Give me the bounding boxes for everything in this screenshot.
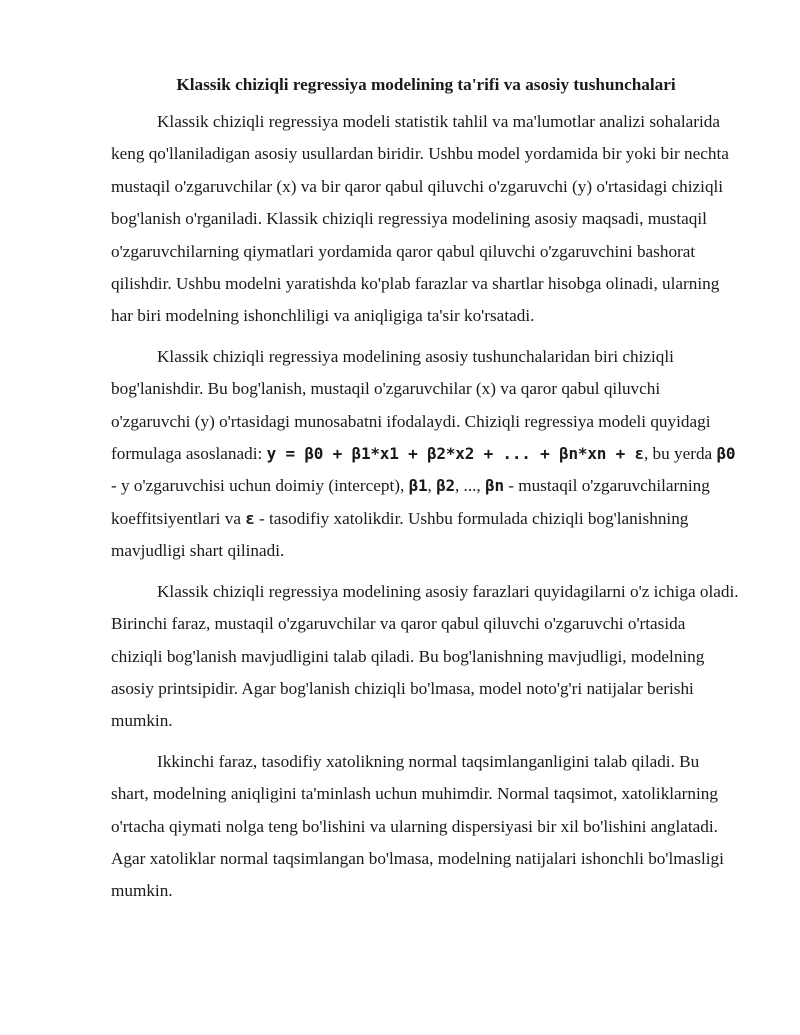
document-title: Klassik chiziqli regressiya modelining ta'rifi va asosiy tushunchalari: [176, 75, 676, 94]
symbol-betan: βn: [485, 476, 504, 496]
paragraph-2-text-c: - y o'zgaruvchisi uchun doimiy (intercept),: [111, 476, 409, 496]
paragraph-3: Klassik chiziqli regressiya modelining asosiy farazlari quyidagilarni o'z ichiga oladi. Birinchi faraz, mustaqil o'zgaruvchilar va qaror qabul qiluvchi o'zgaruvchi o'rtasida chiziqli bog'lanish mavjudligini talab qiladi. Bu bog'lanishning mavjudligi, modelning asosiy printsipidir. Agar bog'lanish chiziqli bo'lmasa, model noto'g'ri natijalar berishi mumkin.: [111, 581, 739, 731]
paragraph-1: Klassik chiziqli regressiya modeli statistik tahlil va ma'lumotlar analizi sohalarida keng qo'llaniladigan asosiy usullardan biridir. Ushbu model yordamida bir yoki bir nechta mustaqil o'zgaruvchilar (x) va bir qaror qabul qiluvchi o'zgaruvchi (y) o'rtasidagi chiziqli bog'lanish o'rganiladi. Klassik chiziqli regressiya modelining asosiy maqsadi, mustaqil o'zgaruvchilarning qiymatlari yordamida qaror qabul qiluvchi o'zgaruvchini bashorat qilishdir. Ushbu modelni yaratishda ko'plab farazlar va shartlar hisobga olinadi, ularning har biri modelning ishonchliligi va aniqligiga ta'sir ko'rsatadi.: [111, 112, 729, 326]
paragraph-2-text-b: , bu yerda: [643, 444, 717, 464]
paragraph-2-text-a: Klassik chiziqli regressiya modelining asosiy tushunchalaridan biri chiziqli bog'lanishdir. Bu bog'lanish, mustaqil o'zgaruvchilar (x) va qaror qabul qiluvchi o'zgaruvchi (y) o'rtasidagi munosabatni ifodalaydi. Chiziqli regressiya modeli quyidagi formulaga asoslanadi:: [111, 346, 711, 464]
symbol-beta0: β0: [716, 444, 736, 464]
paragraph-2-text-f: - tasodifiy xatolikdir. Ushbu formulada chiziqli bog'lanishning mavjudligi shart qilinadi.: [111, 508, 689, 561]
paragraph-2-text-d: , ...,: [454, 476, 486, 496]
regression-formula: y = β0 + β1*x1 + β2*x2 + ... + βn*xn + ε: [266, 444, 644, 464]
paragraph-2-sep: ,: [427, 476, 437, 496]
symbol-beta2: β2: [436, 476, 455, 496]
paragraph-4: Ikkinchi faraz, tasodifiy xatolikning normal taqsimlanganligini talab qiladi. Bu shart, modelning aniqligini ta'minlash uchun muhimdir. Normal taqsimot, xatoliklarning o'rtacha qiymati nolga teng bo'lishini va ularning dispersiyasi bir xil bo'lishini anglatadi. Agar xatoliklar normal taqsimlangan bo'lmasa, modelning natijalari ishonchli bo'lmasligi mumkin.: [111, 751, 724, 901]
document-page: [111, 70, 741, 916]
symbol-epsilon: ε: [245, 508, 255, 528]
paragraph-2-text-e: - mustaqil o'zgaruvchilarning koeffitsiyentlari va: [111, 476, 710, 528]
paragraph-2: [111, 341, 741, 568]
symbol-beta1: β1: [408, 476, 428, 496]
